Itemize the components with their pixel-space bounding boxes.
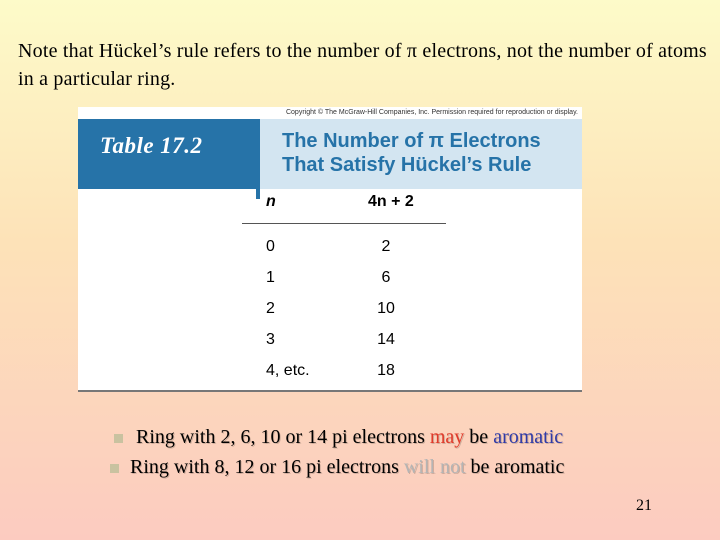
table-row	[242, 230, 446, 261]
bullet-emphasis-aromatic: aromatic	[493, 426, 564, 448]
cell-n: 1	[266, 269, 275, 286]
table-row	[242, 354, 446, 385]
bullet-square-icon	[114, 434, 123, 443]
bullet-text: Ring with 2, 6, 10 or 14 pi electrons	[136, 426, 430, 448]
table-row	[242, 323, 446, 354]
bullet-list	[108, 422, 668, 482]
figure-bottom-rule	[78, 390, 582, 392]
table-title	[282, 129, 582, 177]
bullet-emphasis-will-not: will not	[403, 456, 466, 478]
table-figure	[78, 107, 582, 392]
table-label: Table 17.2	[100, 133, 203, 158]
bullet-text: Ring with 8, 12 or 16 pi electrons	[130, 456, 404, 478]
bullet-text: be aromatic	[465, 456, 565, 478]
bullet-text: be	[464, 426, 494, 448]
cell-n: 4, etc.	[266, 362, 310, 379]
cell-n: 2	[266, 300, 275, 317]
column-header-4n-plus-2: 4n + 2	[368, 193, 414, 210]
bullet-square-icon	[110, 464, 119, 473]
column-header-n: n	[266, 193, 276, 210]
bullet-item-may-be-aromatic	[108, 422, 668, 452]
bullet-item-will-not-be-aromatic	[108, 452, 668, 482]
bullet-emphasis-may: may	[429, 426, 465, 448]
table-row	[242, 261, 446, 292]
cell-electrons: 18	[377, 362, 395, 379]
table-title-line1: The Number of π Electrons	[282, 130, 541, 152]
table-row	[242, 292, 446, 323]
cell-n: 0	[266, 238, 275, 255]
table-title-banner	[260, 119, 582, 189]
huckel-table	[242, 193, 446, 385]
page-number: 21	[636, 497, 652, 514]
intro-text: Note that Hückel’s rule refers to the number of π electrons, not the number of atoms in a particular ring.	[18, 40, 707, 90]
table-header-row	[242, 193, 446, 224]
cell-electrons: 2	[381, 238, 391, 255]
cell-electrons: 6	[381, 269, 391, 286]
cell-electrons: 14	[377, 331, 395, 348]
copyright-notice: Copyright © The McGraw-Hill Companies, Inc. Permission required for reproduction or display.	[285, 109, 578, 116]
table-title-line2: That Satisfy Hückel’s Rule	[282, 154, 532, 176]
cell-n: 3	[266, 331, 275, 348]
cell-electrons: 10	[377, 300, 395, 317]
table-label-banner	[78, 119, 260, 189]
